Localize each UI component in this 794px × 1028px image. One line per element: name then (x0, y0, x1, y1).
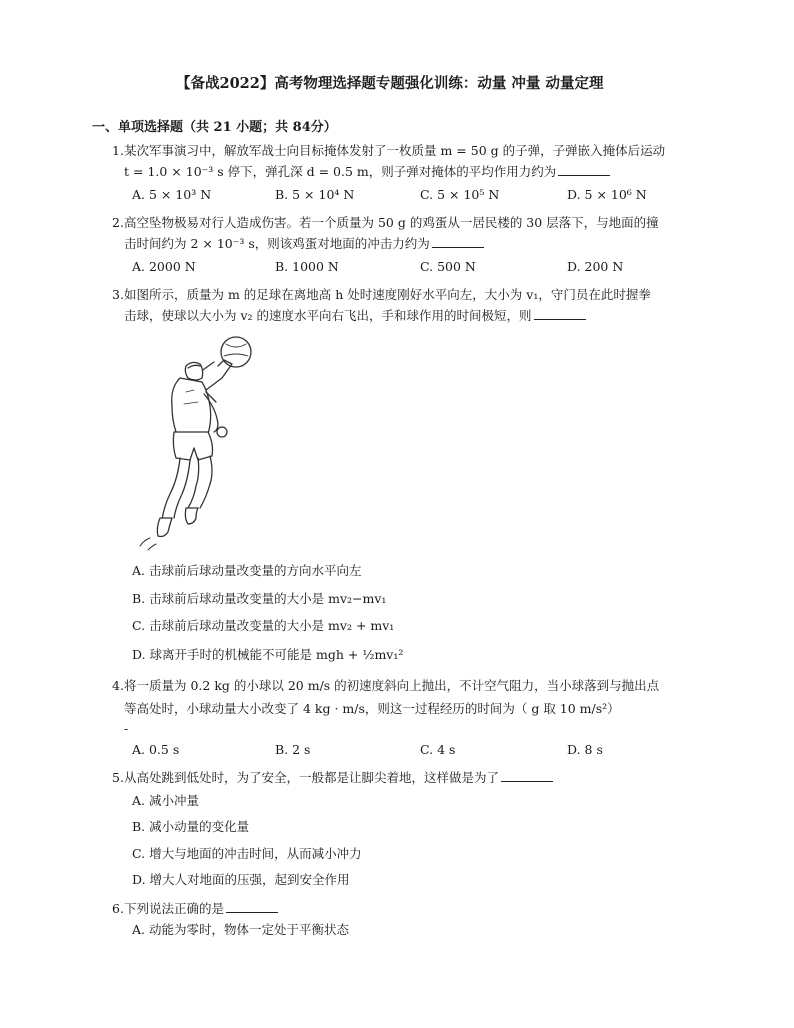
option: C. 击球前后球动量改变量的大小是 mv₂ + mv₁ (132, 618, 395, 633)
question-text: 如图所示，质量为 m 的足球在离地高 h 处时速度刚好水平向左，大小为 v₁，守门员在此时握拳 (124, 287, 651, 302)
question-text: 下列说法正确的是 (124, 898, 278, 920)
question-text: 将一质量为 0.2 kg 的小球以 20 m/s 的初速度斜向上抛出，不计空气阻力，当小球落到与抛出点 (124, 678, 660, 693)
answer-blank (501, 769, 553, 782)
option: D. 8 s (567, 742, 603, 757)
answer-blank (534, 307, 586, 320)
option: A. 5 × 10³ N (132, 187, 212, 202)
question-text: - (124, 721, 129, 736)
option: A. 击球前后球动量改变量的方向水平向左 (132, 563, 362, 578)
document-title: 【备战2022】高考物理选择题专题强化训练：动量 冲量 动量定理 (176, 75, 604, 92)
option: C. 4 s (420, 742, 456, 757)
option: B. 击球前后球动量改变量的大小是 mv₂−mv₁ (132, 591, 387, 606)
option: B. 1000 N (275, 259, 339, 274)
answer-blank (432, 235, 484, 248)
option: B. 2 s (275, 742, 311, 757)
option: B. 5 × 10⁴ N (275, 187, 355, 202)
section-heading: 一、单项选择题（共 21 小题；共 84分） (92, 120, 337, 135)
question-text: 从高处跳到低处时，为了安全，一般都是让脚尖着地，这样做是为了 (124, 767, 553, 789)
option: D. 球离开手时的机械能不可能是 mgh + ½mv₁² (132, 647, 404, 662)
goalkeeper-figure (124, 332, 264, 552)
option: C. 5 × 10⁵ N (420, 187, 500, 202)
question-text: 某次军事演习中，解放军战士向目标掩体发射了一枚质量 m = 50 g 的子弹，子弹嵌入掩体后运动 (124, 143, 666, 158)
answer-blank (558, 163, 610, 176)
question-number: 4. (112, 678, 124, 693)
question-number: 5. (112, 770, 124, 785)
question-text: 击时间约为 2 × 10⁻³ s，则该鸡蛋对地面的冲击力约为 (124, 233, 484, 255)
question-number: 3. (112, 287, 124, 302)
option: B. 减小动量的变化量 (132, 819, 250, 834)
option: A. 动能为零时，物体一定处于平衡状态 (132, 922, 349, 937)
option: C. 增大与地面的冲击时间，从而减小冲力 (132, 846, 362, 861)
option: C. 500 N (420, 259, 476, 274)
option: D. 增大人对地面的压强，起到安全作用 (132, 872, 350, 887)
option: A. 减小冲量 (132, 793, 199, 808)
question-text: 高空坠物极易对行人造成伤害。若一个质量为 50 g 的鸡蛋从一居民楼的 30 层落下，与地面的撞 (124, 215, 659, 230)
option: D. 200 N (567, 259, 624, 274)
question-text: t = 1.0 × 10⁻³ s 停下，弹孔深 d = 0.5 m，则子弹对掩体的平均作用力约为 (124, 161, 610, 183)
question-text: 等高处时，小球动量大小改变了 4 kg · m/s，则这一过程经历的时间为（ g 取 10 m/s²） (124, 701, 620, 716)
question-number: 6. (112, 901, 124, 916)
option: A. 0.5 s (132, 742, 180, 757)
question-number: 2. (112, 215, 124, 230)
option: D. 5 × 10⁶ N (567, 187, 647, 202)
answer-blank (226, 900, 278, 913)
option: A. 2000 N (132, 259, 196, 274)
question-text: 击球，使球以大小为 v₂ 的速度水平向右飞出，手和球作用的时间极短，则 (124, 305, 586, 327)
question-number: 1. (112, 143, 124, 158)
